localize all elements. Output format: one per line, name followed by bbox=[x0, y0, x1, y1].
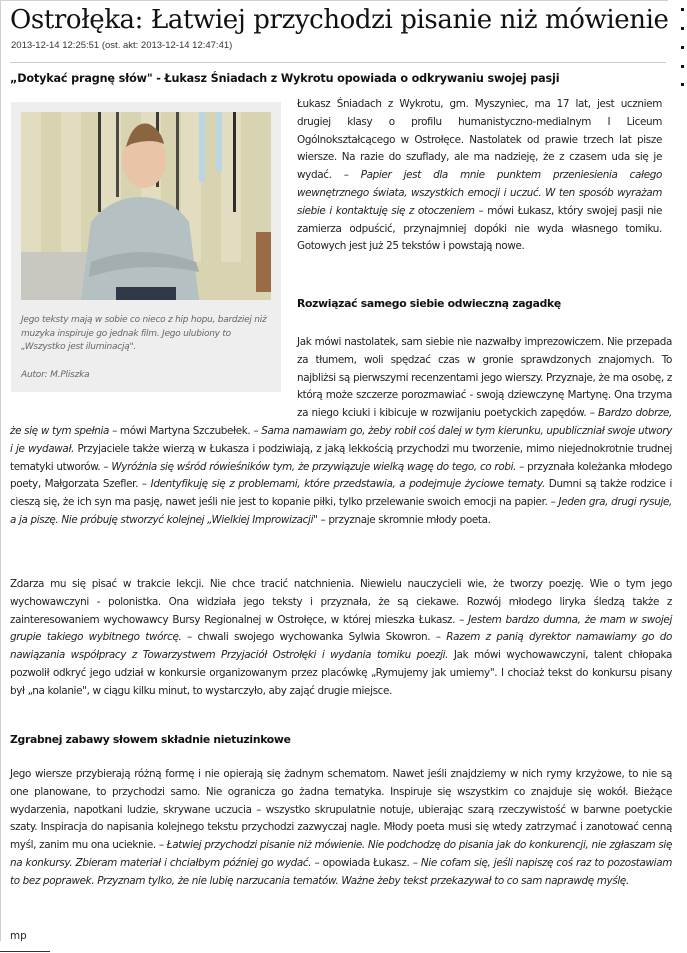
footer-rule bbox=[0, 951, 50, 952]
text-run: – mówi Łukasz, który swojej pasji nie zamierza odpuścić, przynajmniej dopóki nie wyda własnego tomiku. Gotowych jest już 25 tekstów i powstają nowe. bbox=[297, 204, 662, 253]
text-run: – przyznała koleżanka młodego poety, Małgorzata Szefler. – bbox=[10, 460, 672, 491]
dot-icon bbox=[681, 83, 684, 86]
quote-run: Razem z panią dyrektor namawiamy go do nawiązania współpracy z Towarzystwem Przyjaciół Ostrołęki i wydania tomiku poezji. bbox=[10, 631, 672, 662]
section-heading-2: Zgrabnej zabawy słowem składnie nietuzinkowe bbox=[10, 733, 291, 746]
text-run: – przyznaje skromnie młody poeta. bbox=[317, 513, 491, 526]
quote-run: Jestem bardzo dumna, że mam w swojej grupie takiego wybitnego twórcę. bbox=[10, 613, 672, 644]
photo-author: Autor: M.Pliszka bbox=[21, 370, 90, 380]
text-run: Przyjaciele także wierzą w Łukasza i podziwiają, z jaką lekkością przychodzi mu tworzenie, mimo niejednokrotnie trudnej tematyki utworów. – bbox=[10, 442, 672, 473]
text-run: Dumni są także rodzice i cieszą się, że ich syn ma pasję, nawet jeśli nie jest to kopanie piłki, tylko przelewanie swoich emocji na papier. – bbox=[10, 478, 672, 509]
published-date: 2013-12-14 12:25:51 bbox=[11, 40, 100, 51]
article-lead: „Dotykać pragnę słów" - Łukasz Śniadach z Wykrotu opowiada o odkrywaniu swojej pasji bbox=[10, 72, 560, 85]
section-heading-1: Rozwiązać samego siebie odwieczną zagadkę bbox=[297, 297, 561, 310]
quote-run: Wyróżnia się wśród rówieśników tym, że przywiązuje wielką wagę do tego, co robi. bbox=[111, 460, 517, 473]
text-run: – opowiada Łukasz. – bbox=[311, 856, 421, 869]
text-run: – mówi Martyna Szczubełek. – bbox=[109, 424, 262, 437]
header-divider bbox=[10, 62, 666, 63]
dot-icon bbox=[681, 65, 684, 68]
article-photo[interactable] bbox=[21, 112, 271, 300]
quote-run: Identyfikuję się z problemami, które przedstawia, a podejmuje życiowe tematy. bbox=[150, 478, 545, 491]
quote-run: Nie cofam się, jeśli napiszę coś raz to pozostawiam to bez poprawek. Przyznam tylko, że nie lubię narzucania tematów. Ważne żeby tekst przekazywał to co sam naprawdę myślę. bbox=[10, 856, 672, 887]
text-run: Jego wiersze przybierają różną formę i nie opierają się żadnym schematom. Nawet jeśli znajdziemy w nich rymy krzyżowe, to nie są one planowane, to przychodzi samo. Nie ogranicza go żadna tematyka. Inspiruje się wszystkim co znajduje się wokół. Bieżące wydarzenia, napotkani ludzie, skrywane uczucia – wszystko skrupulatnie notuje, ubierając szarą rzeczywistość w barwne poetyckie szaty. Inspiracja do napisania kolejnego tekstu przychodzi zazwyczaj nagle. Młody poeta musi się wtedy zatrzymać i zanotować cenną myśl, zanim mu ona ucieknie. – bbox=[10, 768, 672, 852]
paragraph-school bbox=[10, 576, 672, 701]
paragraph-intro bbox=[297, 96, 662, 256]
figure-caption: Jego teksty mają w sobie co nieco z hip hopu, bardziej niż muzyka inspiruje go jednak film. Jego ulubiony to „Wszystko jest iluminacją". bbox=[21, 315, 267, 352]
quote-run: Papier jest dla mnie punktem przeniesienia całego wewnętrznego świata, wszystkich emocji i uczuć. W ten sposób wyrażam siebie i kontaktuję się z otoczeniem bbox=[297, 169, 662, 217]
updated-date: (ost. akt: 2013-12-14 12:47:41) bbox=[101, 40, 233, 51]
quote-run: Jeden gra, drugi rysuje, a ja piszę. Nie próbuję stworzyć kolejnej „Wielkiej Improwizacji" bbox=[10, 496, 672, 526]
right-edge-dots bbox=[681, 0, 687, 100]
dot-icon bbox=[681, 8, 684, 11]
text-run: Zdarza mu się pisać w trakcie lekcji. Nie chce tracić natchnienia. Niewielu nauczycieli wie, że tworzy poezję. Wie o tym jego wychowawczyni - polonistka. Ona widziała jego teksty i przyznała, że są ciekawe. Rozwój młodego liryka śledzą także z zainteresowaniem wychowawcy Bursy Regionalnej w Ostrołęce, w której mieszka Łukasz. – bbox=[10, 578, 672, 626]
article-timestamps bbox=[11, 40, 232, 51]
author-signature: mp bbox=[10, 930, 27, 942]
dot-icon bbox=[681, 27, 684, 30]
quote-run: Sama namawiam go, żeby robił coś dalej w tym kierunku, upubliczniał swoje utwory i je wydawał. bbox=[10, 424, 672, 455]
page-title: Ostrołęka: Łatwiej przychodzi pisanie niż mówienie bbox=[10, 5, 669, 35]
quote-run: Łatwiej przychodzi pisanie niż mówienie. Nie podchodzę do pisania jak do konkurencji, nie zgłaszam się na konkursy. Zbieram materiał i chciałbym później go wydać. bbox=[10, 839, 672, 869]
quote-run: Bardzo dobrze, że się w tym spełnia bbox=[10, 407, 672, 437]
text-run: Jak mówi wychowawczyni, talent chłopaka pozwolił odkryć jego udział w konkursie organizowanym przez placówkę „Rymujemy jak umiemy". I chociaż tekst do konkursu pisany był „na kolanie", w ciągu kilku minut, to wystarczyło, aby zająć drugie miejsce. bbox=[10, 649, 672, 697]
text-run: – chwali swojego wychowanka Sylwia Skowron. – bbox=[181, 631, 447, 644]
dot-icon bbox=[681, 46, 684, 49]
photo-image bbox=[21, 112, 271, 300]
paragraph-inspiration bbox=[10, 766, 672, 891]
text-run: Jak mówi nastolatek, sam siebie nie nazwałby imprezowiczem. Nie przepada za tłumem, woli spędzać czas w gronie sprawdzonych znajomych. To najbliżsi są pierwszymi recenzentami jego wierszy. Przyznaje, że ma osobę, z którą może szczerze porozmawiać - swoją dziewczynę Martynę. Ona trzyma za niego kciuki i kibicuje w rozwijaniu poetyckich zapędów. – bbox=[297, 336, 672, 420]
text-run: Łukasz Śniadach z Wykrotu, gm. Myszyniec, ma 17 lat, jest uczniem drugiej klasy o profilu humanistyczno-medialnym I Liceum Ogólnokształcącego w Ostrołęce. Nastolatek od prawie trzech lat pisze wiersze. Na razie do szuflady, ale ma nadzieję, że z czasem uda się je wydać. – bbox=[297, 98, 662, 182]
figure-wrap-spacer bbox=[10, 334, 297, 406]
paragraph-friends bbox=[10, 334, 672, 530]
